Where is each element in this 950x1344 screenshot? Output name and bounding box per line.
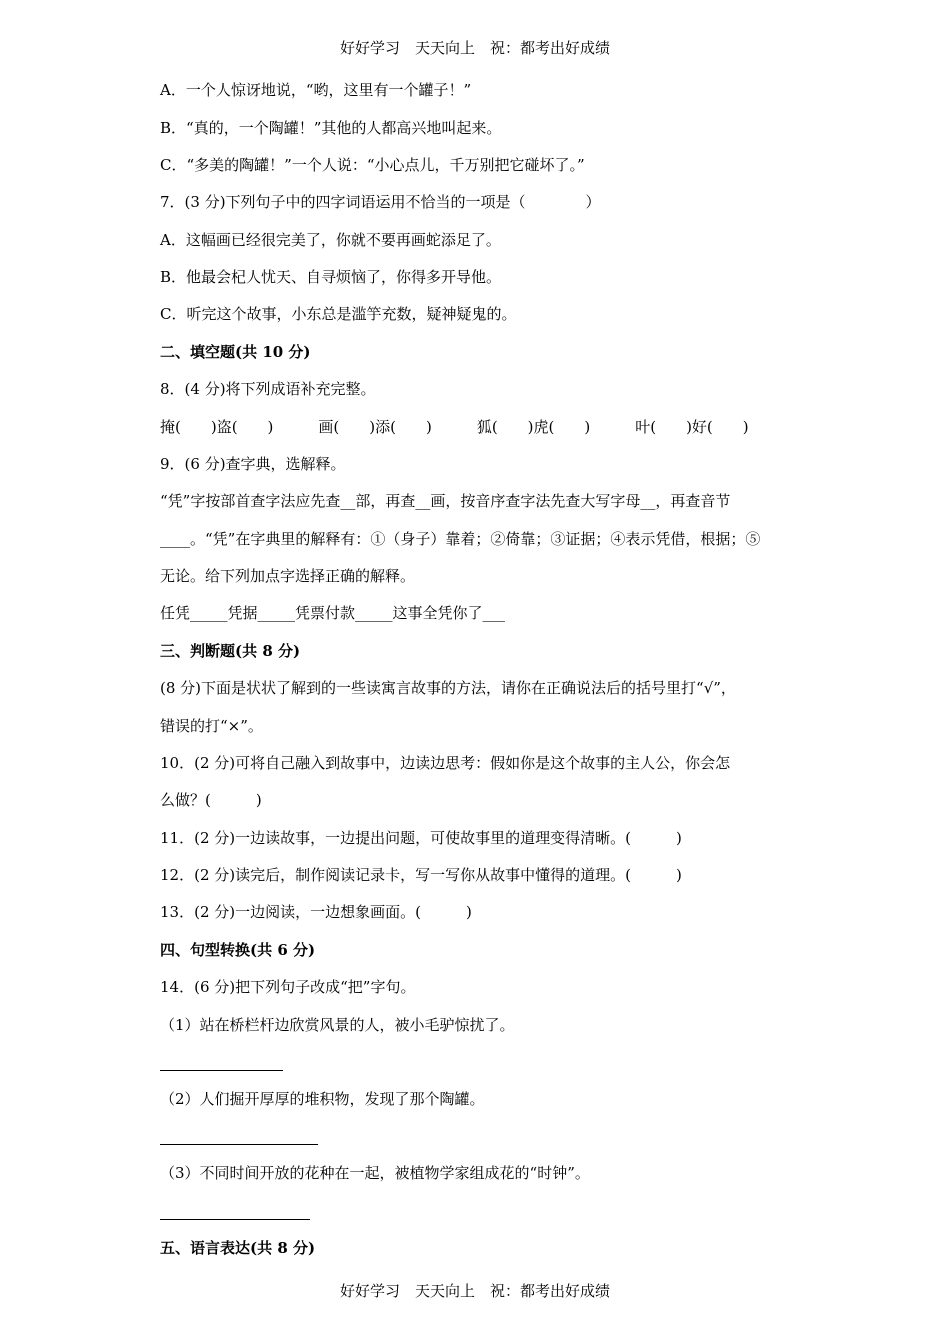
question-8: 8．(4 分)将下列成语补充完整。 (160, 380, 376, 398)
option-6a: A．一个人惊讶地说，“哟，这里有一个罐子！” (160, 81, 472, 99)
question-7: 7．(3 分)下列句子中的四字词语运用不恰当的一项是（ ） (160, 193, 601, 211)
option-6b: B．“真的，一个陶罐！”其他的人都高兴地叫起来。 (160, 119, 502, 137)
judge-instructions-2: 错误的打“×”。 (160, 717, 263, 735)
question-9-line-2: ____。“凭”在字典里的解释有：①（身子）靠着；②倚靠；③证据；④表示凭借，根据；⑤ (160, 530, 761, 548)
answer-line-1[interactable] (160, 1070, 283, 1071)
section-heading-4: 四、句型转换(共 6 分) (160, 941, 316, 959)
section-heading-3: 三、判断题(共 8 分) (160, 642, 301, 660)
option-7b: B．他最会杞人忧天、自寻烦恼了，你得多开导他。 (160, 268, 502, 286)
question-9-line-3: 无论。给下列加点字选择正确的解释。 (160, 567, 416, 585)
option-7a: A．这幅画已经很完美了，你就不要再画蛇添足了。 (160, 231, 501, 249)
page-footer: 好好学习 天天向上 祝：都考出好成绩 (339, 1282, 610, 1300)
question-14-item-3: （3）不同时间开放的花种在一起，被植物学家组成花的“时钟”。 (160, 1164, 590, 1182)
answer-line-2[interactable] (160, 1144, 318, 1145)
question-9: 9．(6 分)查字典，选解释。 (160, 455, 346, 473)
question-14: 14．(6 分)把下列句子改成“把”字句。 (160, 978, 416, 996)
option-7c: C．听完这个故事，小东总是滥竽充数，疑神疑鬼的。 (160, 305, 517, 323)
question-9-blanks: 任凭_____凭据_____凭票付款_____这事全凭你了___ (160, 604, 506, 622)
option-6c: C．“多美的陶罐！”一个人说：“小心点儿，千万别把它碰坏了。” (160, 156, 585, 174)
question-12: 12．(2 分)读完后，制作阅读记录卡，写一写你从故事中懂得的道理。( ) (160, 866, 682, 884)
idiom-blanks: 掩( )盗( ) 画( )添( ) 狐( )虎( ) 叶( )好( ) (160, 418, 749, 436)
section-heading-2: 二、填空题(共 10 分) (160, 343, 311, 361)
answer-line-3[interactable] (160, 1219, 310, 1220)
question-10-line-1: 10．(2 分)可将自己融入到故事中，边读边思考：假如你是这个故事的主人公，你会怎 (160, 754, 731, 772)
question-10-line-2: 么做？( ) (160, 791, 262, 809)
question-14-item-2: （2）人们掘开厚厚的堆积物，发现了那个陶罐。 (160, 1090, 485, 1108)
question-13: 13．(2 分)一边阅读，一边想象画面。( ) (160, 903, 472, 921)
question-14-item-1: （1）站在桥栏杆边欣赏风景的人，被小毛驴惊扰了。 (160, 1016, 515, 1034)
section-heading-5: 五、语言表达(共 8 分) (160, 1239, 316, 1257)
question-11: 11．(2 分)一边读故事，一边提出问题，可使故事里的道理变得清晰。( ) (160, 829, 682, 847)
question-9-line-1: “凭”字按部首查字法应先查__部，再查__画，按音序查字法先查大写字母__，再查音节 (160, 492, 731, 510)
page-header: 好好学习 天天向上 祝：都考出好成绩 (339, 39, 610, 57)
judge-instructions-1: (8 分)下面是状状了解到的一些读寓言故事的方法，请你在正确说法后的括号里打“√”， (160, 679, 736, 697)
